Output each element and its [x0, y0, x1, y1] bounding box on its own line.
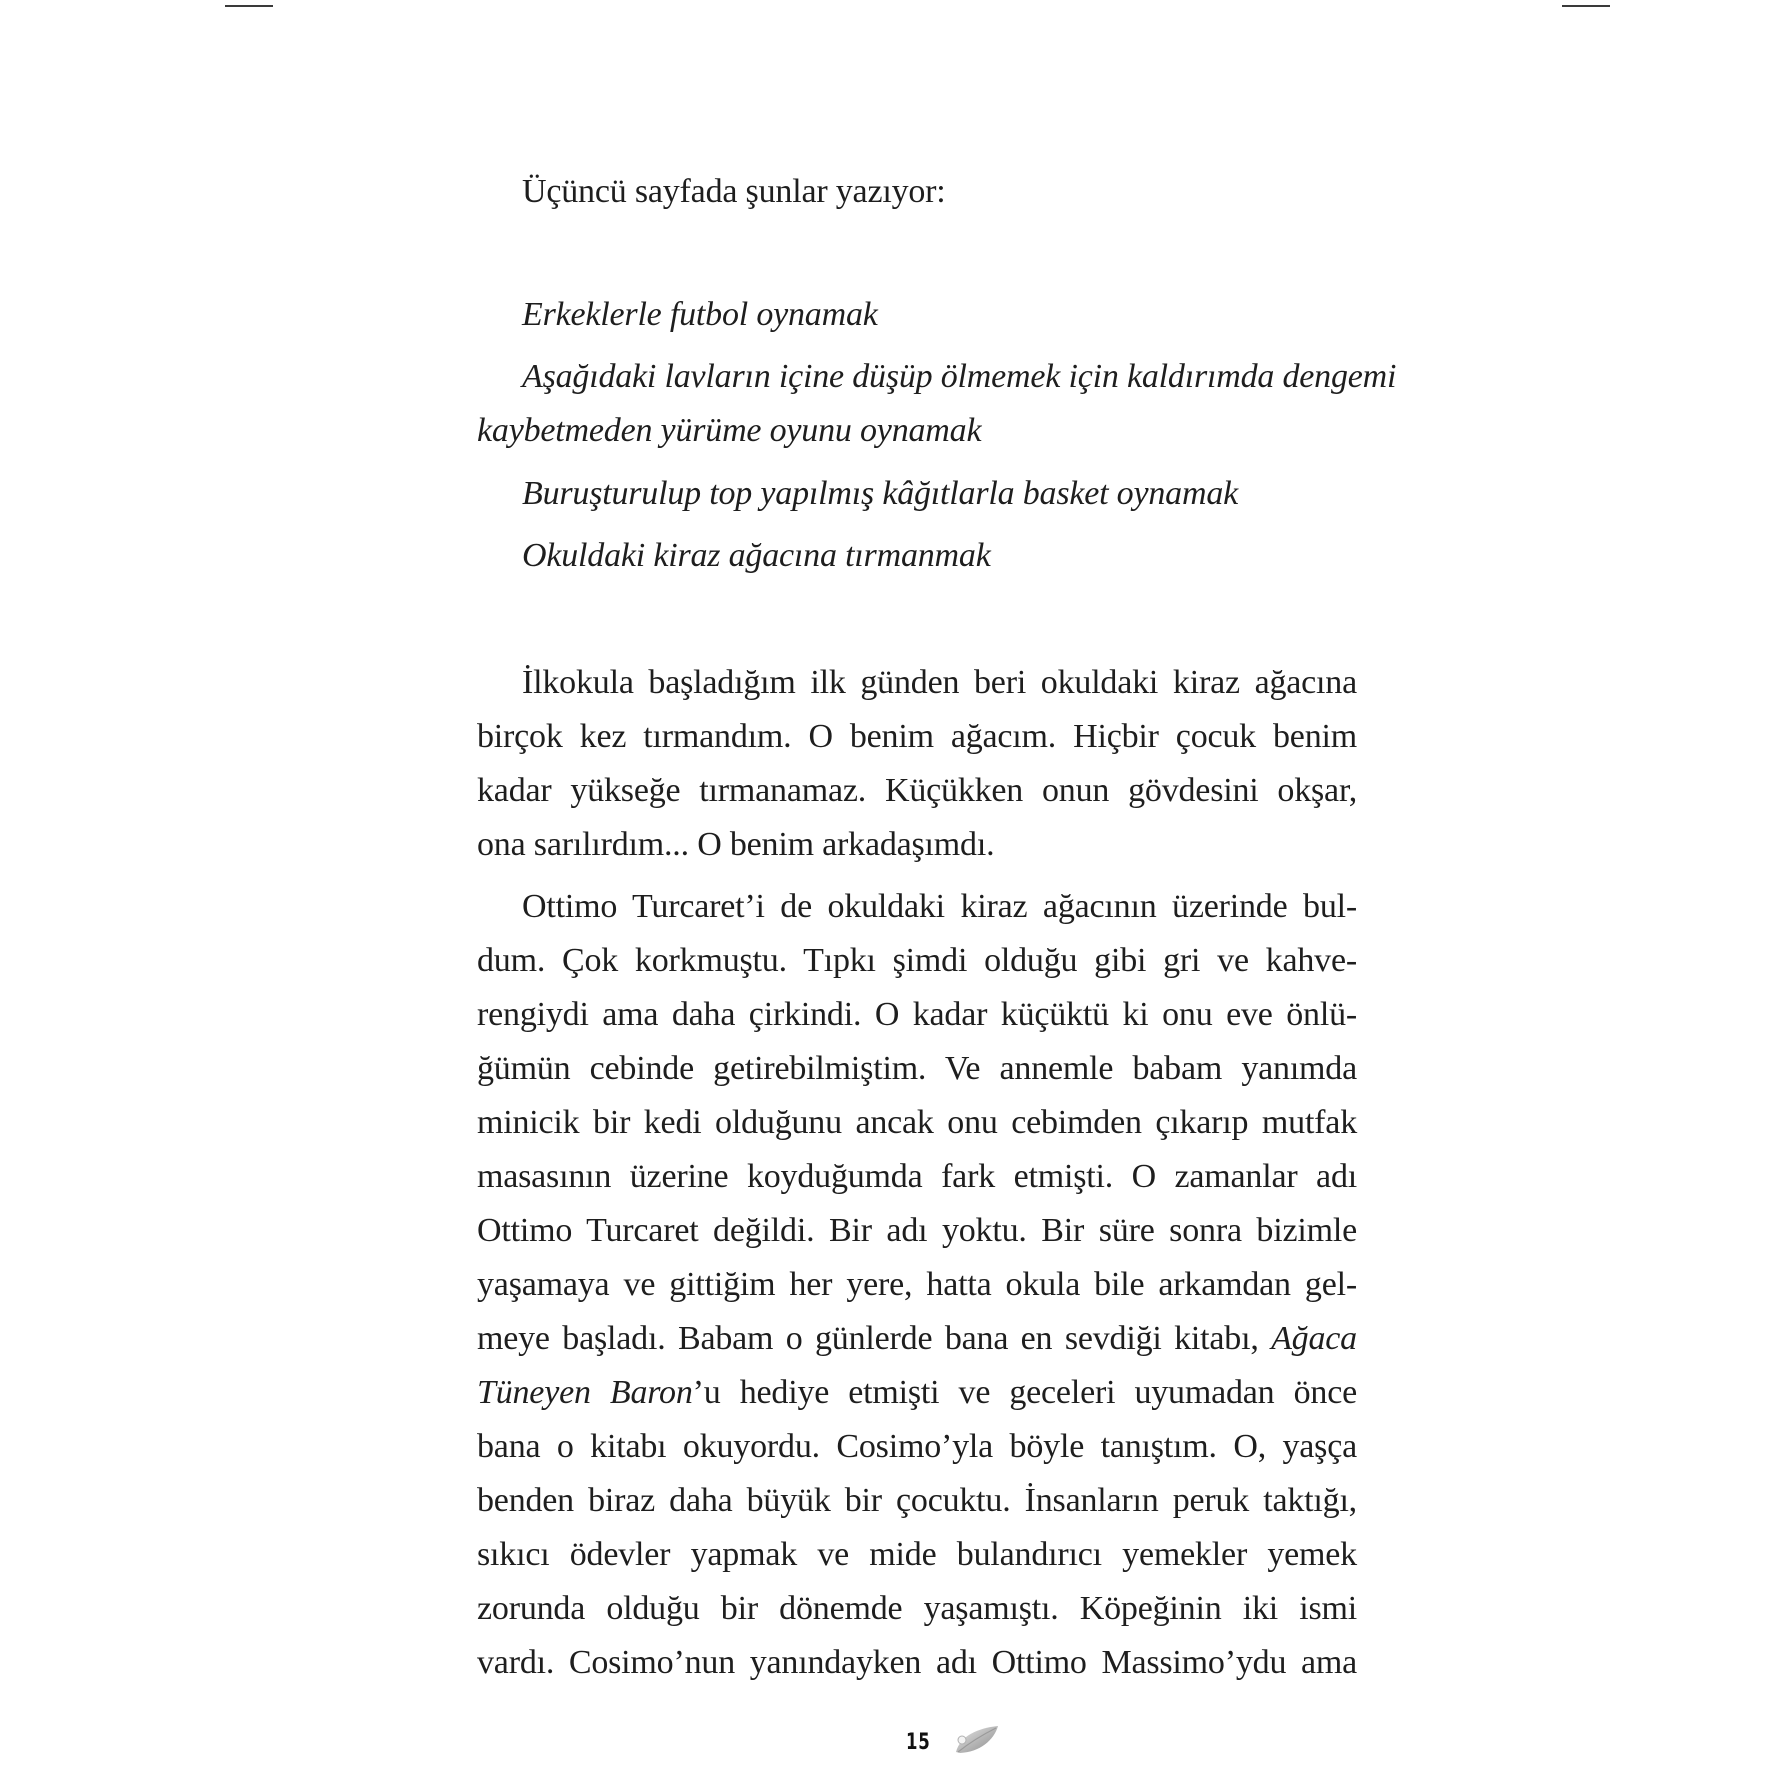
- book-title-part: Tüneyen Baron: [477, 1374, 693, 1411]
- list-item-continuation: kaybetmeden yürüme oyunu oynamak: [477, 412, 982, 449]
- paragraph-line: İlkokula başladığım ilk günden beri okuldaki kiraz ağacına: [522, 664, 1357, 701]
- paragraph-line: sıkıcı ödevler yapmak ve mide bulandırıcı yemekler yemek: [477, 1536, 1357, 1573]
- paragraph-line: zorunda olduğu bir dönemde yaşamıştı. Köpeğinin iki ismi: [477, 1590, 1357, 1627]
- paragraph-line: dum. Çok korkmuştu. Tıpkı şimdi olduğu gibi gri ve kahve-: [477, 942, 1357, 979]
- paragraph-line: benden biraz daha büyük bir çocuktu. İnsanların peruk taktığı,: [477, 1482, 1357, 1519]
- text-run: ’u hediye etmişti ve geceleri uyumadan önce: [692, 1374, 1357, 1411]
- paragraph-line: ona sarılırdım... O benim arkadaşımdı.: [477, 826, 995, 863]
- paragraph-line: masasının üzerine koyduğumda fark etmişti. O zamanlar adı: [477, 1158, 1357, 1195]
- intro-line: Üçüncü sayfada şunlar yazıyor:: [522, 173, 946, 210]
- crop-mark-right: [1562, 5, 1610, 7]
- paragraph-line: kadar yükseğe tırmanamaz. Küçükken onun gövdesini okşar,: [477, 772, 1357, 809]
- paragraph-line: [477, 1319, 1357, 1359]
- list-item: Okuldaki kiraz ağacına tırmanmak: [522, 537, 991, 574]
- page-number: 15: [906, 1730, 931, 1755]
- paragraph-line: [477, 1373, 1357, 1413]
- book-title-part: Ağaca: [1271, 1320, 1357, 1357]
- list-item: Buruşturulup top yapılmış kâğıtlarla basket oynamak: [522, 475, 1239, 512]
- paragraph-line: bana o kitabı okuyordu. Cosimo’yla böyle tanıştım. O, yaşça: [477, 1428, 1357, 1465]
- paragraph-line: ğümün cebinde getirebilmiştim. Ve annemle babam yanımda: [477, 1050, 1357, 1087]
- paragraph-line: birçok kez tırmandım. O benim ağacım. Hiçbir çocuk benim: [477, 718, 1357, 755]
- paragraph-line: vardı. Cosimo’nun yanındayken adı Ottimo Massimo’ydu ama: [477, 1644, 1357, 1681]
- text-run: meye başladı. Babam o günlerde bana en sevdiği kitabı,: [477, 1320, 1259, 1357]
- paragraph-line: minicik bir kedi olduğunu ancak onu cebimden çıkarıp mutfak: [477, 1104, 1357, 1141]
- paragraph-line: yaşamaya ve gittiğim her yere, hatta okula bile arkamdan gel-: [477, 1266, 1357, 1303]
- list-item: Aşağıdaki lavların içine düşüp ölmemek için kaldırımda dengemi: [522, 358, 1397, 395]
- list-item: Erkeklerle futbol oynamak: [522, 296, 878, 333]
- crop-mark-left: [225, 5, 273, 7]
- leaf-ornament-icon: [950, 1722, 1002, 1758]
- paragraph-line: rengiydi ama daha çirkindi. O kadar küçüktü ki onu eve önlü-: [477, 996, 1357, 1033]
- paragraph-line: Ottimo Turcaret’i de okuldaki kiraz ağacının üzerinde bul-: [522, 888, 1357, 925]
- paragraph-line: Ottimo Turcaret değildi. Bir adı yoktu. Bir süre sonra bizimle: [477, 1212, 1357, 1249]
